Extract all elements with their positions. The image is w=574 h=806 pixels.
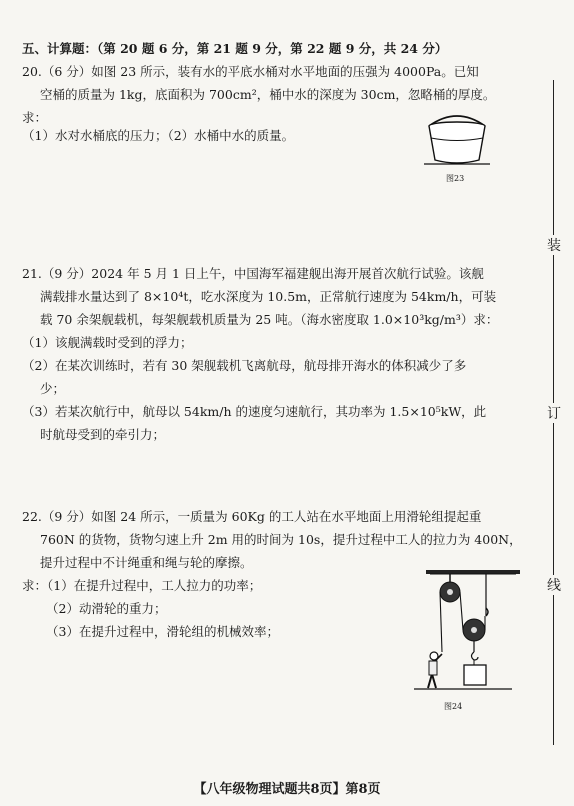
q22-item2: （2）动滑轮的重力；	[46, 601, 167, 616]
q21-item2-line2: 少；	[40, 381, 66, 396]
bucket-figure	[420, 112, 495, 174]
q20-line2: 空桶的质量为 1kg，底面积为 700cm²，桶中水的深度为 30cm，忽略桶的厚度。	[40, 87, 496, 102]
q21-item1: （1）该舰满载时受到的浮力；	[22, 335, 193, 350]
q21-item2-line1: （2）在某次训练时，若有 30 架舰载机飞离航母，航母排开海水的体积减少了多	[22, 358, 467, 373]
binding-char-xian: 线	[546, 575, 562, 595]
binding-char-ding: 订	[546, 403, 562, 423]
q22-line2: 760N 的货物，货物匀速上升 2m 用的时间为 10s，提升过程中工人的拉力为 400N，	[40, 532, 522, 547]
q21-item3-line2: 时航母受到的牵引力；	[40, 427, 166, 442]
q20-figure-caption: 图23	[446, 174, 465, 183]
page-footer: 【八年级物理试题共8页】第8页	[193, 782, 381, 797]
q22-figure-caption: 图24	[444, 702, 463, 711]
q20-line1: 20.（6 分）如图 23 所示，装有水的平底水桶对水平地面的压强为 4000Pa。已知	[22, 64, 479, 79]
q20-ask: 求：	[22, 110, 48, 125]
q21-item3-line1: （3）若某次航行中，航母以 54km/h 的速度匀速航行，其功率为 1.5×10⁵kW，此	[22, 404, 487, 419]
q22-line1: 22.（9 分）如图 24 所示，一质量为 60Kg 的工人站在水平地面上用滑轮组提起重	[22, 509, 482, 524]
q21-line1: 21.（9 分）2024 年 5 月 1 日上午，中国海军福建舰出海开展首次航行试验。该舰	[22, 266, 484, 281]
binding-char-zhuang: 装	[546, 235, 562, 255]
section-title: 五、计算题：（第 20 题 6 分，第 21 题 9 分，第 22 题 9 分，共 24 分）	[22, 41, 448, 56]
q22-line3: 提升过程中不计绳重和绳与轮的摩擦。	[40, 555, 253, 570]
q22-item1: 求：（1）在提升过程中，工人拉力的功率；	[22, 578, 262, 593]
q21-line3: 载 70 余架舰载机，每架舰载机质量为 25 吨。（海水密度取 1.0×10³kg/m³）求：	[40, 312, 499, 327]
pulley-system-figure	[412, 568, 522, 702]
q20-items: （1）水对水桶底的压力；（2）水桶中水的质量。	[22, 128, 295, 143]
q22-item3: （3）在提升过程中，滑轮组的机械效率；	[46, 624, 279, 639]
q21-line2: 满载排水量达到了 8×10⁴t，吃水深度为 10.5m，正常航行速度为 54km/h，可装	[40, 289, 497, 304]
